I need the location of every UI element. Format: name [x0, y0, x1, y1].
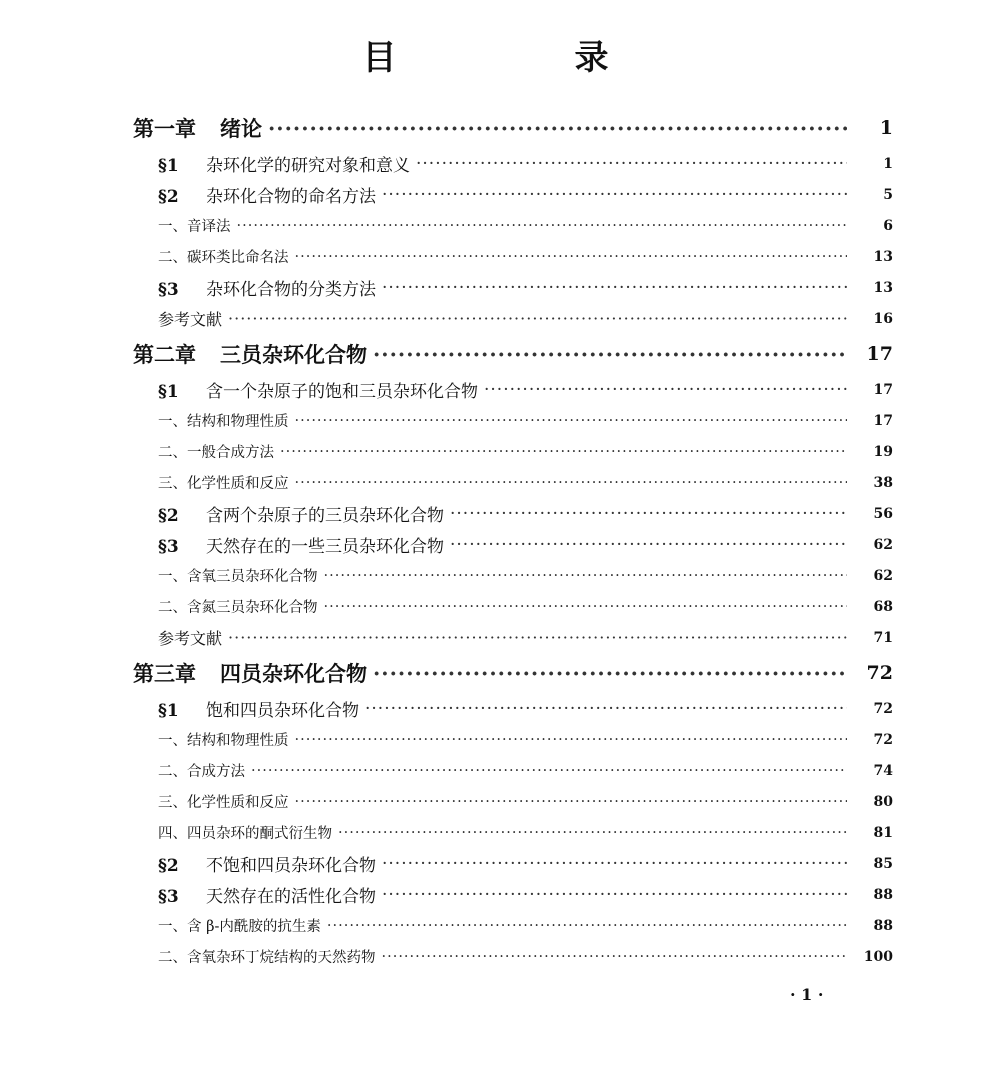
- leader-dots: [365, 699, 847, 719]
- page-number: 80: [873, 793, 893, 810]
- toc-chapter[interactable]: [133, 108, 893, 148]
- leader-dots: [237, 218, 848, 234]
- leader-dots: [338, 825, 847, 841]
- leader-dots: [450, 504, 847, 524]
- toc-subsection[interactable]: [133, 241, 893, 272]
- leader-dots: [295, 249, 848, 265]
- leader-dots: [327, 918, 847, 934]
- page-number: 17: [873, 381, 893, 398]
- section-number: §1: [158, 382, 179, 402]
- page-number: 72: [873, 700, 893, 717]
- leader-dots: [295, 475, 848, 491]
- subsection-title: 二、碳环类比命名法: [158, 250, 289, 266]
- subsection-title: 三、化学性质和反应: [158, 795, 289, 811]
- table-of-contents: [133, 108, 893, 972]
- toc-subsection[interactable]: [133, 724, 893, 755]
- toc-references[interactable]: [133, 303, 893, 334]
- page-number: 1: [883, 155, 893, 172]
- toc-section[interactable]: [133, 374, 893, 405]
- leader-dots: [484, 380, 847, 400]
- leader-dots: [295, 794, 848, 810]
- section-title: 饱和四员杂环化合物: [206, 701, 359, 721]
- page-number: 72: [866, 662, 893, 684]
- leader-dots: [416, 154, 847, 174]
- subsection-title: 一、含氧三员杂环化合物: [158, 569, 318, 585]
- page-number: 17: [873, 412, 893, 429]
- leader-dots: [382, 278, 847, 298]
- chapter-number: 第三章: [133, 661, 196, 686]
- page-number: 16: [873, 310, 893, 327]
- toc-subsection[interactable]: [133, 755, 893, 786]
- leader-dots: [382, 949, 848, 965]
- toc-section[interactable]: [133, 179, 893, 210]
- leader-dots: [228, 628, 847, 647]
- subsection-title: 二、含氧杂环丁烷结构的天然药物: [158, 950, 376, 966]
- section-title: 含一个杂原子的饱和三员杂环化合物: [206, 382, 478, 402]
- section-number: §1: [158, 156, 179, 176]
- toc-subsection[interactable]: [133, 910, 893, 941]
- subsection-title: 一、音译法: [158, 219, 231, 235]
- leader-dots: [324, 568, 848, 584]
- section-title: 不饱和四员杂环化合物: [206, 856, 376, 876]
- chapter-number: 第一章: [133, 116, 196, 141]
- page-number: 62: [873, 567, 893, 584]
- chapter-number: 第二章: [133, 342, 196, 367]
- toc-section[interactable]: [133, 529, 893, 560]
- section-number: §3: [158, 280, 179, 300]
- toc-section[interactable]: [133, 498, 893, 529]
- subsection-title: 二、含氮三员杂环化合物: [158, 600, 318, 616]
- section-title: 杂环化合物的分类方法: [206, 280, 376, 300]
- toc-subsection[interactable]: [133, 560, 893, 591]
- page-number: 88: [873, 886, 893, 903]
- toc-subsection[interactable]: [133, 941, 893, 972]
- page-number: 100: [863, 948, 893, 965]
- leader-dots: [295, 732, 848, 748]
- leader-dots: [280, 444, 847, 460]
- page-number: 19: [873, 443, 893, 460]
- page-number: 6: [883, 217, 893, 234]
- toc-subsection[interactable]: [133, 591, 893, 622]
- leader-dots: [251, 763, 847, 779]
- page-title: 目 录: [362, 38, 681, 78]
- section-title: 杂环化学的研究对象和意义: [206, 156, 410, 176]
- section-number: §3: [158, 887, 179, 907]
- toc-subsection[interactable]: [133, 786, 893, 817]
- toc-subsection[interactable]: [133, 467, 893, 498]
- page-number: 13: [873, 279, 893, 296]
- section-number: §3: [158, 537, 179, 557]
- toc-subsection[interactable]: [133, 405, 893, 436]
- subsection-title: 三、化学性质和反应: [158, 476, 289, 492]
- leader-dots: [228, 309, 847, 328]
- leader-dots: [373, 342, 847, 367]
- page-number: 85: [873, 855, 893, 872]
- leader-dots: [268, 116, 847, 141]
- chapter-title: 四员杂环化合物: [220, 661, 367, 686]
- page-number: 13: [873, 248, 893, 265]
- subsection-title: 一、结构和物理性质: [158, 414, 289, 430]
- toc-subsection[interactable]: [133, 817, 893, 848]
- section-title: 天然存在的活性化合物: [206, 887, 376, 907]
- subsection-title: 四、四员杂环的酮式衍生物: [158, 826, 332, 842]
- page-number: 68: [873, 598, 893, 615]
- page-number: 74: [873, 762, 893, 779]
- leader-dots: [450, 535, 847, 555]
- page-number: 38: [873, 474, 893, 491]
- leader-dots: [324, 599, 848, 615]
- page-number: 62: [873, 536, 893, 553]
- page-number: 71: [873, 629, 893, 646]
- page-number: 88: [873, 917, 893, 934]
- footer-page-number: · 1 ·: [790, 985, 824, 1004]
- page-number: 56: [873, 505, 893, 522]
- toc-section[interactable]: [133, 693, 893, 724]
- page-number: 17: [866, 343, 893, 365]
- toc-subsection[interactable]: [133, 210, 893, 241]
- subsection-title: 一、结构和物理性质: [158, 733, 289, 749]
- section-number: §2: [158, 506, 179, 526]
- leader-dots: [373, 661, 847, 686]
- subsection-title: 二、一般合成方法: [158, 445, 274, 461]
- section-number: §1: [158, 701, 179, 721]
- subsection-title: 一、含 β-内酰胺的抗生素: [158, 919, 321, 935]
- page-number: 81: [873, 824, 893, 841]
- leader-dots: [382, 854, 847, 874]
- toc-subsection[interactable]: [133, 436, 893, 467]
- page-number: 5: [883, 186, 893, 203]
- chapter-title: 三员杂环化合物: [220, 342, 367, 367]
- leader-dots: [382, 885, 847, 905]
- toc-section[interactable]: [133, 148, 893, 179]
- toc-section[interactable]: [133, 879, 893, 910]
- section-number: §2: [158, 187, 179, 207]
- section-title: 杂环化合物的命名方法: [206, 187, 376, 207]
- section-title: 含两个杂原子的三员杂环化合物: [206, 506, 444, 526]
- toc-section[interactable]: [133, 272, 893, 303]
- toc-chapter[interactable]: [133, 334, 893, 374]
- toc-references[interactable]: [133, 622, 893, 653]
- page-number: 72: [873, 731, 893, 748]
- toc-chapter[interactable]: [133, 653, 893, 693]
- references-title: 参考文献: [158, 629, 223, 648]
- chapter-title: 绪论: [220, 116, 262, 141]
- section-number: §2: [158, 856, 179, 876]
- toc-section[interactable]: [133, 848, 893, 879]
- leader-dots: [295, 413, 848, 429]
- subsection-title: 二、合成方法: [158, 764, 245, 780]
- leader-dots: [382, 185, 847, 205]
- page-number: 1: [879, 117, 893, 139]
- references-title: 参考文献: [158, 310, 223, 329]
- section-title: 天然存在的一些三员杂环化合物: [206, 537, 444, 557]
